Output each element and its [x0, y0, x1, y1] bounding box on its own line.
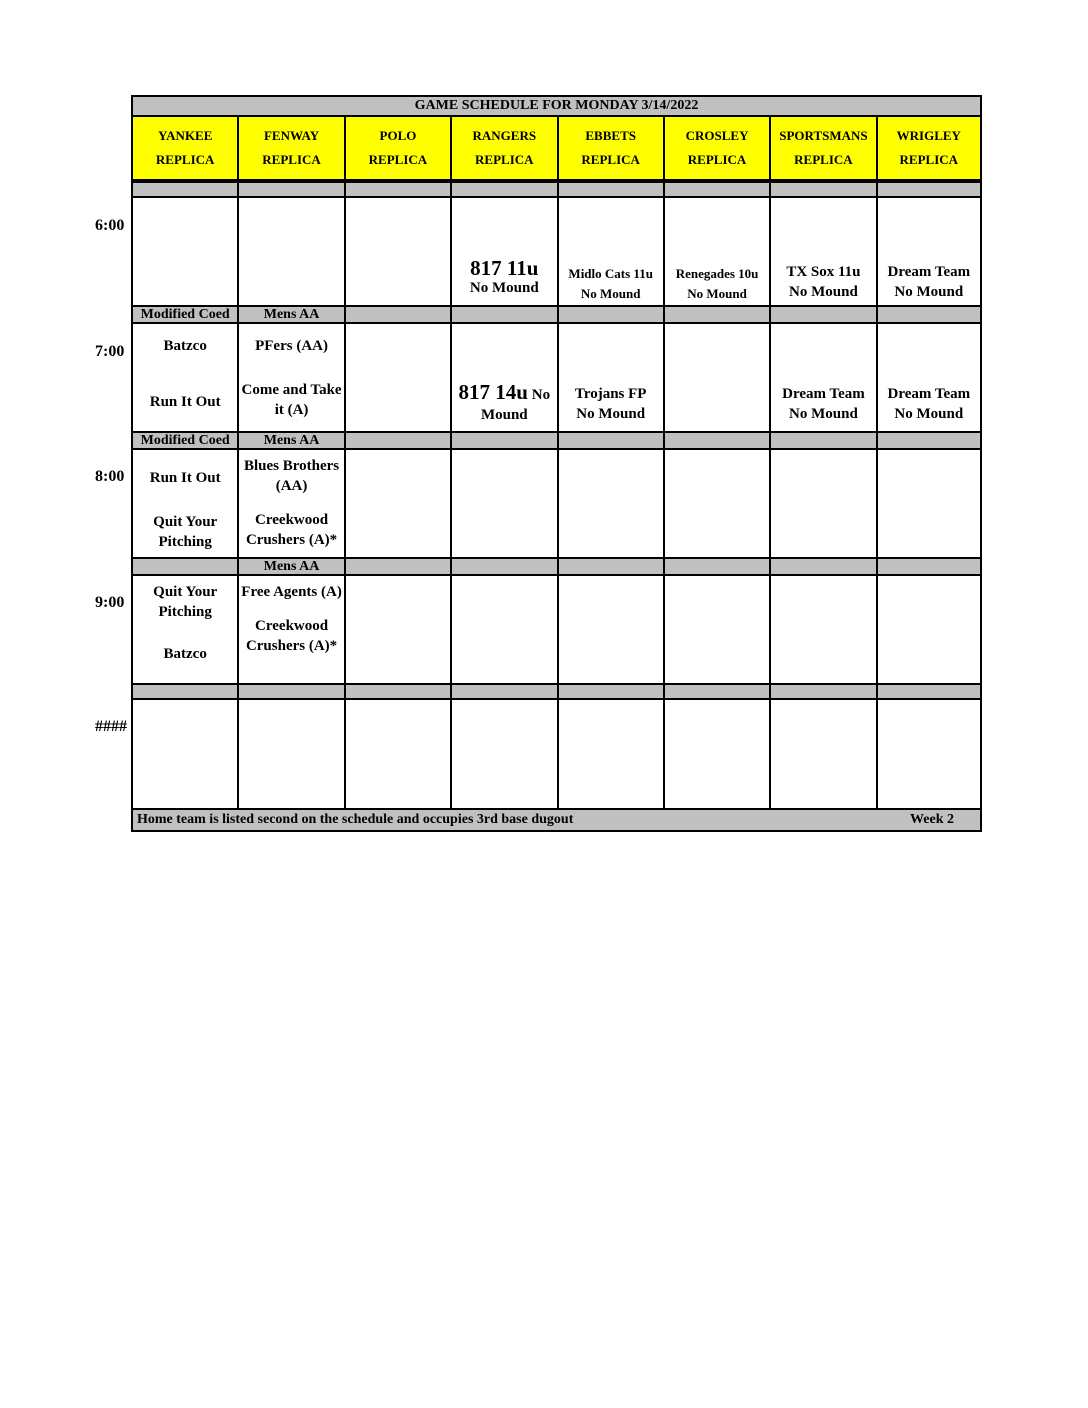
game-cell: Midlo Cats 11u No Mound	[557, 198, 663, 305]
division-label: Mens AA	[237, 433, 343, 448]
game-cell: Free Agents (A) Creekwood Crushers (A)*	[237, 576, 343, 683]
field-ebbets: EBBETS REPLICA	[557, 117, 663, 181]
game-cell: TX Sox 11u No Mound	[769, 198, 875, 305]
game-cell: 817 14u No Mound	[450, 324, 556, 431]
division-row	[131, 557, 982, 576]
field-crosley: CROSLEY REPLICA	[663, 117, 769, 181]
game-cell: Dream Team No Mound	[769, 324, 875, 431]
game-cell: PFers (AA) Come and Take it (A)	[237, 324, 343, 431]
game-cell: Dream Team No Mound	[876, 198, 982, 305]
week-label: Week 2	[910, 812, 954, 827]
field-rangers: RANGERS REPLICA	[450, 117, 556, 181]
slot-800	[131, 450, 982, 559]
footer-text: Home team is listed second on the schedule and occupies 3rd base dugout	[137, 812, 574, 827]
slot-600	[131, 198, 982, 307]
time-9: 9:00	[95, 594, 125, 611]
divider-row	[131, 683, 982, 700]
footer-note	[131, 808, 982, 832]
field-sportsmans: SPORTSMANS REPLICA	[769, 117, 875, 181]
game-cell: Batzco Run It Out	[131, 324, 237, 431]
time-10: ####	[95, 718, 127, 735]
slot-extra	[131, 700, 982, 809]
field-wrigley: WRIGLEY REPLICA	[876, 117, 982, 181]
game-cell: Trojans FP No Mound	[557, 324, 663, 431]
time-8: 8:00	[95, 468, 125, 485]
game-cell: Renegades 10u No Mound	[663, 198, 769, 305]
division-label: Modified Coed	[131, 307, 237, 322]
field-yankee: YANKEE REPLICA	[131, 117, 237, 181]
division-label	[131, 559, 237, 574]
divider-row	[131, 181, 982, 198]
game-cell: Quit Your Pitching Batzco	[131, 576, 237, 683]
game-cell: Run It Out Quit Your Pitching	[131, 450, 237, 557]
division-label: Mens AA	[237, 559, 343, 574]
time-6: 6:00	[95, 217, 125, 234]
game-cell: 817 11u No Mound	[450, 198, 556, 305]
game-cell: Blues Brothers (AA) Creekwood Crushers (A)*	[237, 450, 343, 557]
game-cell: Dream Team No Mound	[876, 324, 982, 431]
field-fenway: FENWAY REPLICA	[237, 117, 343, 181]
slot-700	[131, 324, 982, 433]
division-label: Modified Coed	[131, 433, 237, 448]
slot-900	[131, 576, 982, 685]
time-7: 7:00	[95, 343, 125, 360]
division-row	[131, 431, 982, 450]
field-polo: POLO REPLICA	[344, 117, 450, 181]
division-label: Mens AA	[237, 307, 343, 322]
field-header-row	[131, 117, 982, 181]
division-row	[131, 305, 982, 324]
page-title: GAME SCHEDULE FOR MONDAY 3/14/2022	[131, 95, 982, 117]
